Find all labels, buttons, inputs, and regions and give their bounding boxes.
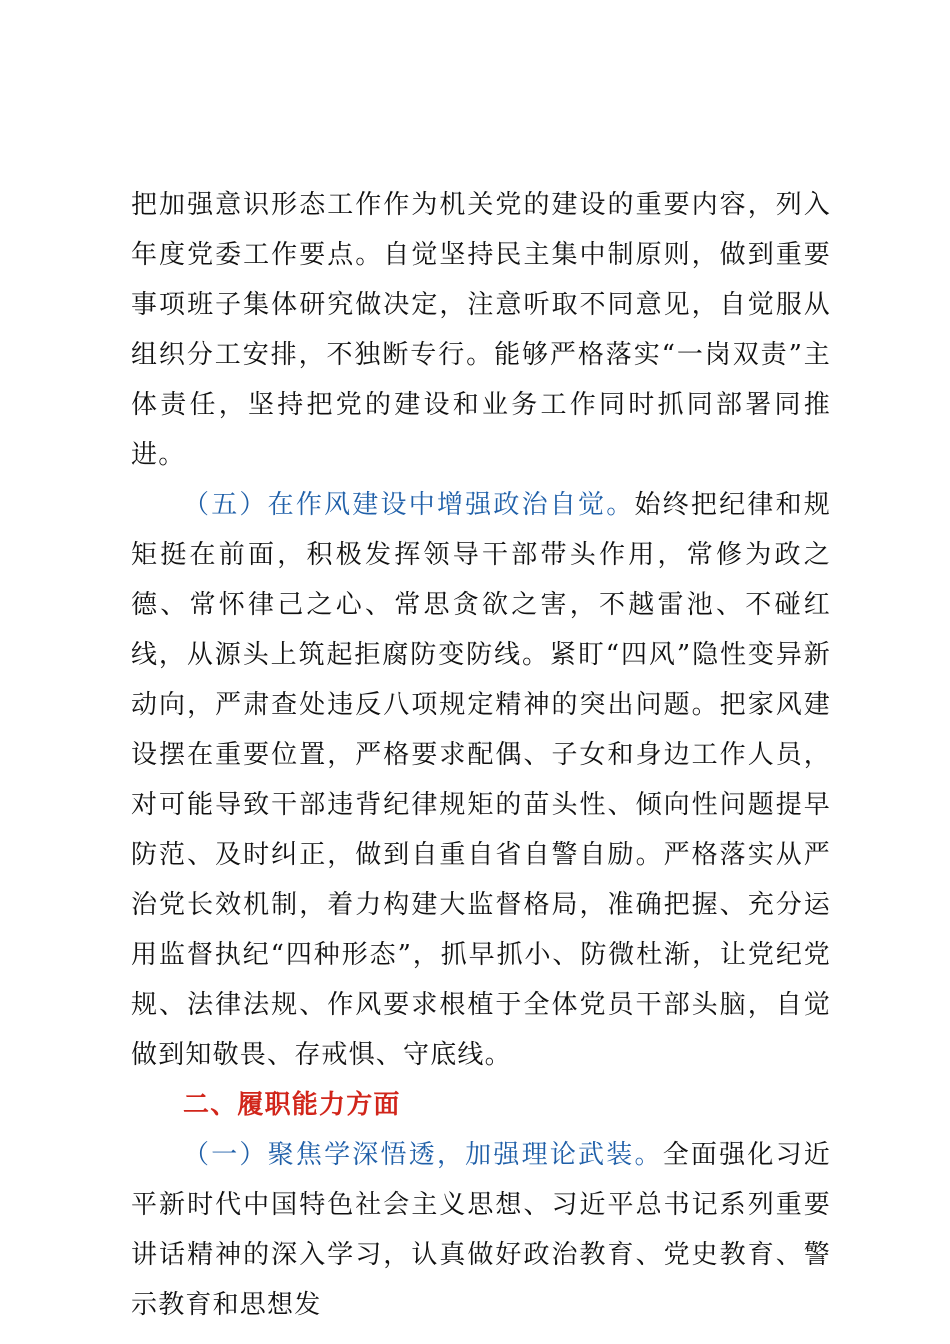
subheading-theory-study: （一）聚焦学深悟透，加强理论武装。 bbox=[183, 1140, 663, 1170]
paragraph-theory-study bbox=[131, 1130, 831, 1330]
subheading-work-style: （五）在作风建设中增强政治自觉。 bbox=[183, 490, 635, 520]
document-body bbox=[131, 180, 831, 1330]
paragraph-work-style bbox=[131, 480, 831, 1080]
paragraph-theory-study-body: 全面强化习近平新时代中国特色社会主义思想、习近平总书记系列重要讲话精神的深入学习，认真做好政治教育、党史教育、警示教育和思想发 bbox=[131, 1140, 831, 1320]
paragraph-work-style-body: 始终把纪律和规矩挺在前面，积极发挥领导干部带头作用，常修为政之德、常怀律己之心、常思贪欲之害，不越雷池、不碰红线，从源头上筑起拒腐防变防线。紧盯“四风”隐性变异新动向，严肃查处违反八项规定精神的突出问题。把家风建设摆在重要位置，严格要求配偶、子女和身边工作人员，对可能导致干部违背纪律规矩的苗头性、倾向性问题提早防范、及时纠正，做到自重自省自警自励。严格落实从严治党长效机制，着力构建大监督格局，准确把握、充分运用监督执纪“四种形态”，抓早抓小、防微杜渐，让党纪党规、法律法规、作风要求根植于全体党员干部头脑，自觉做到知敬畏、存戒惧、守底线。 bbox=[131, 490, 831, 1070]
section-title-performance: 二、履职能力方面 bbox=[183, 1090, 401, 1120]
paragraph-party-building: 把加强意识形态工作作为机关党的建设的重要内容，列入年度党委工作要点。自觉坚持民主集中制原则，做到重要事项班子集体研究做决定，注意听取不同意见，自觉服从组织分工安排，不独断专行。能够严格落实“一岗双责”主体责任，坚持把党的建设和业务工作同时抓同部署同推进。 bbox=[131, 190, 831, 470]
